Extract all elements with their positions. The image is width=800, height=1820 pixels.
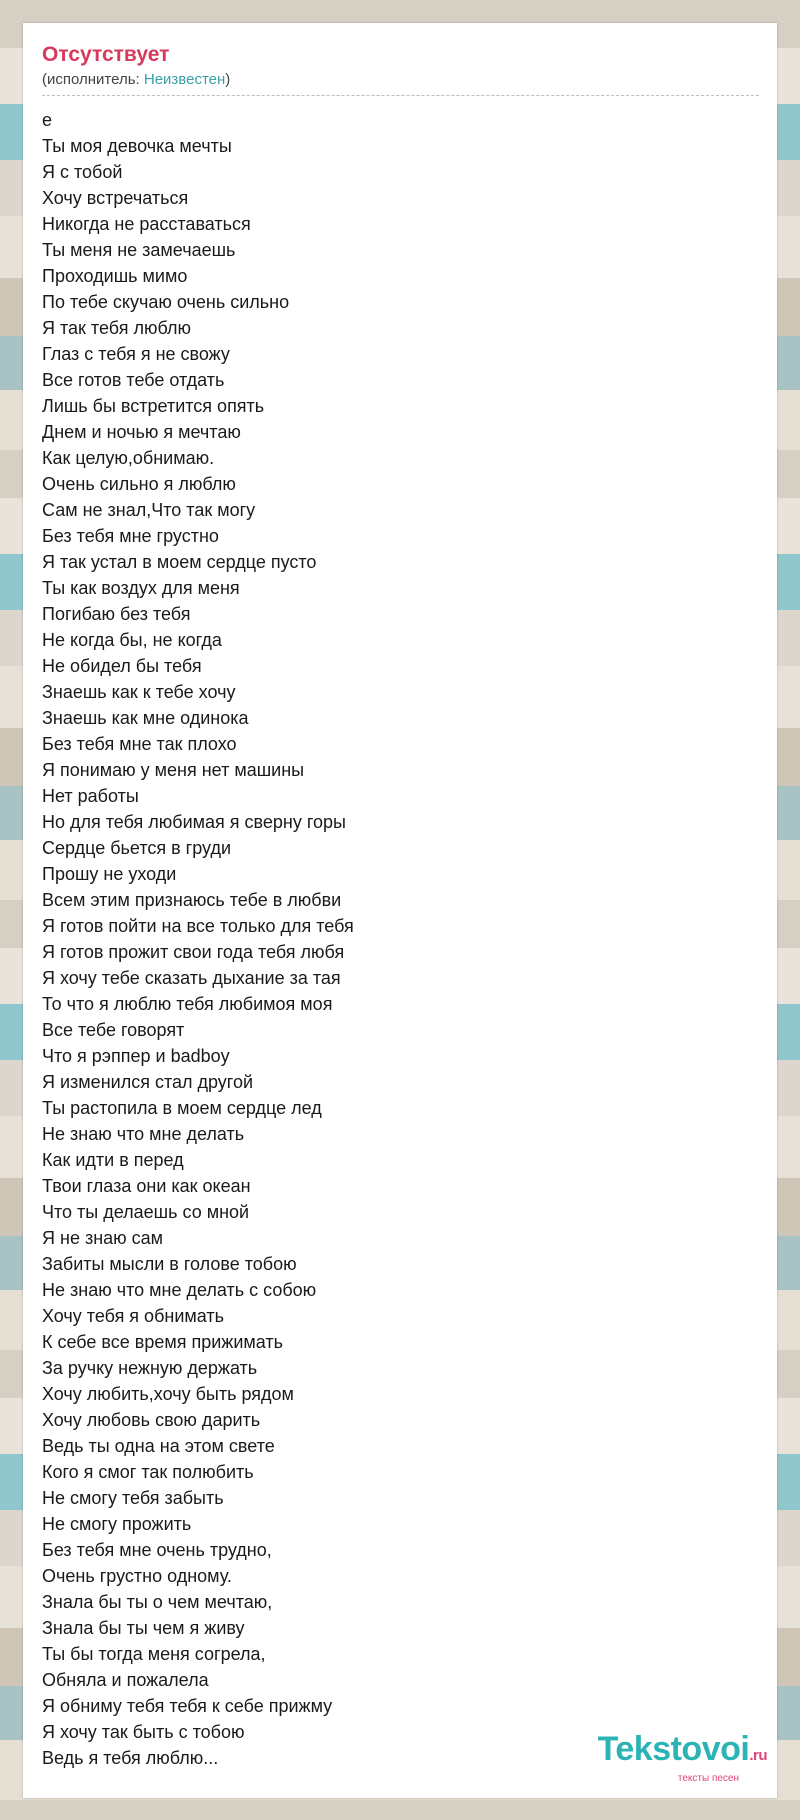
lyric-line: Всем этим признаюсь тебе в любви bbox=[42, 890, 342, 910]
artist-suffix: ) bbox=[225, 71, 231, 88]
lyric-line: Я не знаю сам bbox=[42, 1228, 164, 1248]
lyrics-card bbox=[23, 23, 777, 1798]
lyric-line: Сам не знал,Что так могу bbox=[42, 500, 256, 520]
lyric-line: По тебе скучаю очень сильно bbox=[42, 292, 290, 312]
lyrics-text bbox=[42, 107, 759, 1771]
logo-wordmark bbox=[598, 1731, 767, 1774]
lyric-line: Ты бы тогда меня согрела, bbox=[42, 1644, 266, 1664]
lyric-line: Забиты мысли в голове тобою bbox=[42, 1254, 297, 1274]
lyric-line: Хочу тебя я обнимать bbox=[42, 1306, 224, 1326]
lyric-line: Ты растопила в моем сердце лед bbox=[42, 1098, 322, 1118]
artist-line bbox=[42, 71, 759, 89]
lyric-line: Хочу любить,хочу быть рядом bbox=[42, 1384, 294, 1404]
lyric-line: Ведь ты одна на этом свете bbox=[42, 1436, 275, 1456]
lyric-line: Все готов тебе отдать bbox=[42, 370, 225, 390]
lyric-line: Лишь бы встретится опять bbox=[42, 396, 265, 416]
lyric-line: За ручку нежную держать bbox=[42, 1358, 258, 1378]
lyric-line: Я с тобой bbox=[42, 162, 123, 182]
lyric-line: Я готов пойти на все только для тебя bbox=[42, 916, 354, 936]
lyric-line: Я так тебя люблю bbox=[42, 318, 191, 338]
lyric-line: Я готов прожит свои года тебя любя bbox=[42, 942, 345, 962]
lyric-line: То что я люблю тебя любимоя моя bbox=[42, 994, 333, 1014]
lyric-line: Я понимаю у меня нет машины bbox=[42, 760, 305, 780]
lyric-line: Без тебя мне грустно bbox=[42, 526, 219, 546]
lyric-line: Очень грустно одному. bbox=[42, 1566, 232, 1586]
lyric-line: Знаешь как к тебе хочу bbox=[42, 682, 236, 702]
lyric-line: Глаз с тебя я не свожу bbox=[42, 344, 230, 364]
lyric-line: Я обниму тебя тебя к себе прижму bbox=[42, 1696, 333, 1716]
song-title: Отсутствует bbox=[42, 43, 170, 66]
artist-prefix: (исполнитель: bbox=[42, 71, 144, 88]
lyric-line: Обняла и пожалела bbox=[42, 1670, 209, 1690]
logo-tagline: тексты песен bbox=[677, 1773, 739, 1784]
lyric-line: К себе все время прижимать bbox=[42, 1332, 284, 1352]
lyric-line: Я изменился стал другой bbox=[42, 1072, 254, 1092]
lyric-line: Ты меня не замечаешь bbox=[42, 240, 236, 260]
lyric-line: Не обидел бы тебя bbox=[42, 656, 202, 676]
lyric-line: Ведь я тебя люблю... bbox=[42, 1748, 219, 1768]
lyric-line: Не смогу тебя забыть bbox=[42, 1488, 224, 1508]
lyric-line: Хочу любовь свою дарить bbox=[42, 1410, 261, 1430]
logo-name: Tekstovoi bbox=[597, 1730, 750, 1768]
lyric-line: Но для тебя любимая я сверну горы bbox=[42, 812, 346, 832]
lyric-line: Проходишь мимо bbox=[42, 266, 188, 286]
lyric-line: Погибаю без тебя bbox=[42, 604, 191, 624]
lyric-line: Не когда бы, не когда bbox=[42, 630, 222, 650]
lyric-line: Ты моя девочка мечты bbox=[42, 136, 232, 156]
lyric-line: Как целую,обнимаю. bbox=[42, 448, 215, 468]
artist-link[interactable]: Неизвестен bbox=[143, 71, 226, 88]
lyric-line: Хочу встречаться bbox=[42, 188, 189, 208]
lyric-line: Кого я смог так полюбить bbox=[42, 1462, 254, 1482]
lyric-line: е bbox=[42, 110, 53, 130]
site-logo[interactable] bbox=[598, 1731, 767, 1784]
lyric-line: Очень сильно я люблю bbox=[42, 474, 236, 494]
lyric-line: Не смогу прожить bbox=[42, 1514, 192, 1534]
lyric-line: Без тебя мне так плохо bbox=[42, 734, 237, 754]
logo-tld: .ru bbox=[749, 1747, 767, 1764]
lyric-line: Знала бы ты о чем мечтаю, bbox=[42, 1592, 273, 1612]
lyric-line: Днем и ночью я мечтаю bbox=[42, 422, 241, 442]
lyric-line: Знаешь как мне одинока bbox=[42, 708, 249, 728]
lyric-line: Твои глаза они как океан bbox=[42, 1176, 251, 1196]
lyric-line: Сердце бьется в груди bbox=[42, 838, 232, 858]
lyric-line: Все тебе говорят bbox=[42, 1020, 185, 1040]
lyric-line: Не знаю что мне делать с собою bbox=[42, 1280, 317, 1300]
lyric-line: Что ты делаешь со мной bbox=[42, 1202, 250, 1222]
lyric-line: Я так устал в моем сердце пусто bbox=[42, 552, 317, 572]
lyric-line: Как идти в перед bbox=[42, 1150, 184, 1170]
lyric-line: Прошу не уходи bbox=[42, 864, 177, 884]
lyric-line: Знала бы ты чем я живу bbox=[42, 1618, 245, 1638]
lyric-line: Без тебя мне очень трудно, bbox=[42, 1540, 272, 1560]
lyric-line: Никогда не расставаться bbox=[42, 214, 251, 234]
lyric-line: Не знаю что мне делать bbox=[42, 1124, 245, 1144]
lyric-line: Что я рэппер и badboy bbox=[42, 1046, 230, 1066]
song-header bbox=[42, 43, 759, 96]
lyric-line: Я хочу тебе сказать дыхание за тая bbox=[42, 968, 341, 988]
lyric-line: Я хочу так быть с тобою bbox=[42, 1722, 245, 1742]
lyric-line: Ты как воздух для меня bbox=[42, 578, 240, 598]
lyric-line: Нет работы bbox=[42, 786, 139, 806]
